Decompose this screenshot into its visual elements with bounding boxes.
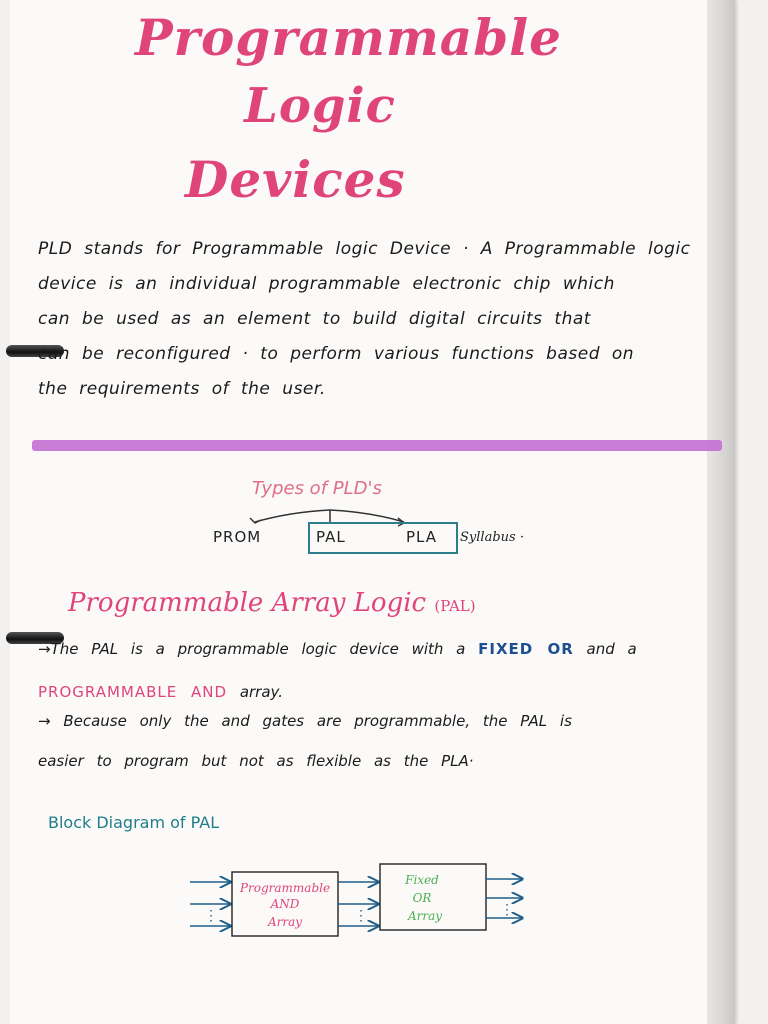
intro-line: can be reconfigured · to perform various functions based on [38,344,635,364]
syllabus-note: Syllabus · [460,530,524,545]
pal-line-2-suffix: array. [239,683,284,701]
and-block-line-2: AND [270,897,300,911]
svg-text:⋮: ⋮ [204,908,218,924]
svg-text:⋮: ⋮ [354,908,368,924]
intro-line: the requirements of the user. [38,379,326,399]
pal-line-4: easier to program but not as flexible as the PLA· [38,752,474,770]
intro-line: device is an individual programmable electronic chip which [38,274,615,294]
type-pal: PAL [316,528,346,546]
title-line-2: Logic [244,78,396,134]
title-line-1: Programmable [135,8,562,67]
or-block-line-2: OR [412,891,432,905]
pal-heading-text: Programmable Array Logic [68,588,427,618]
pal-heading-abbr: (PAL) [434,597,476,615]
intro-line: can be used as an element to build digital circuits that [38,309,591,329]
fixed-or-text: FIXED OR [478,640,574,658]
svg-text:⋮: ⋮ [500,902,514,918]
type-pla: PLA [406,528,438,546]
and-block-line-3: Array [267,915,303,929]
type-prom: PROM [213,528,262,546]
and-block-line-1: Programmable [239,881,331,895]
pal-line-1-suffix: and a [586,640,637,658]
title-line-3: Devices [185,150,406,209]
pal-line-1-prefix: →The PAL is a programmable logic device with a [38,640,466,658]
or-block-line-3: Array [407,909,443,923]
programmable-and-text: PROGRAMMABLE AND [38,683,228,701]
types-heading: Types of PLD's [252,478,382,499]
pal-line-3: → Because only the and gates are programmable, the PAL is [38,712,572,730]
or-block-line-1: Fixed [405,873,439,887]
intro-line: PLD stands for Programmable logic Device · A Programmable logic [38,239,691,259]
block-diagram-heading: Block Diagram of PAL [48,813,220,832]
